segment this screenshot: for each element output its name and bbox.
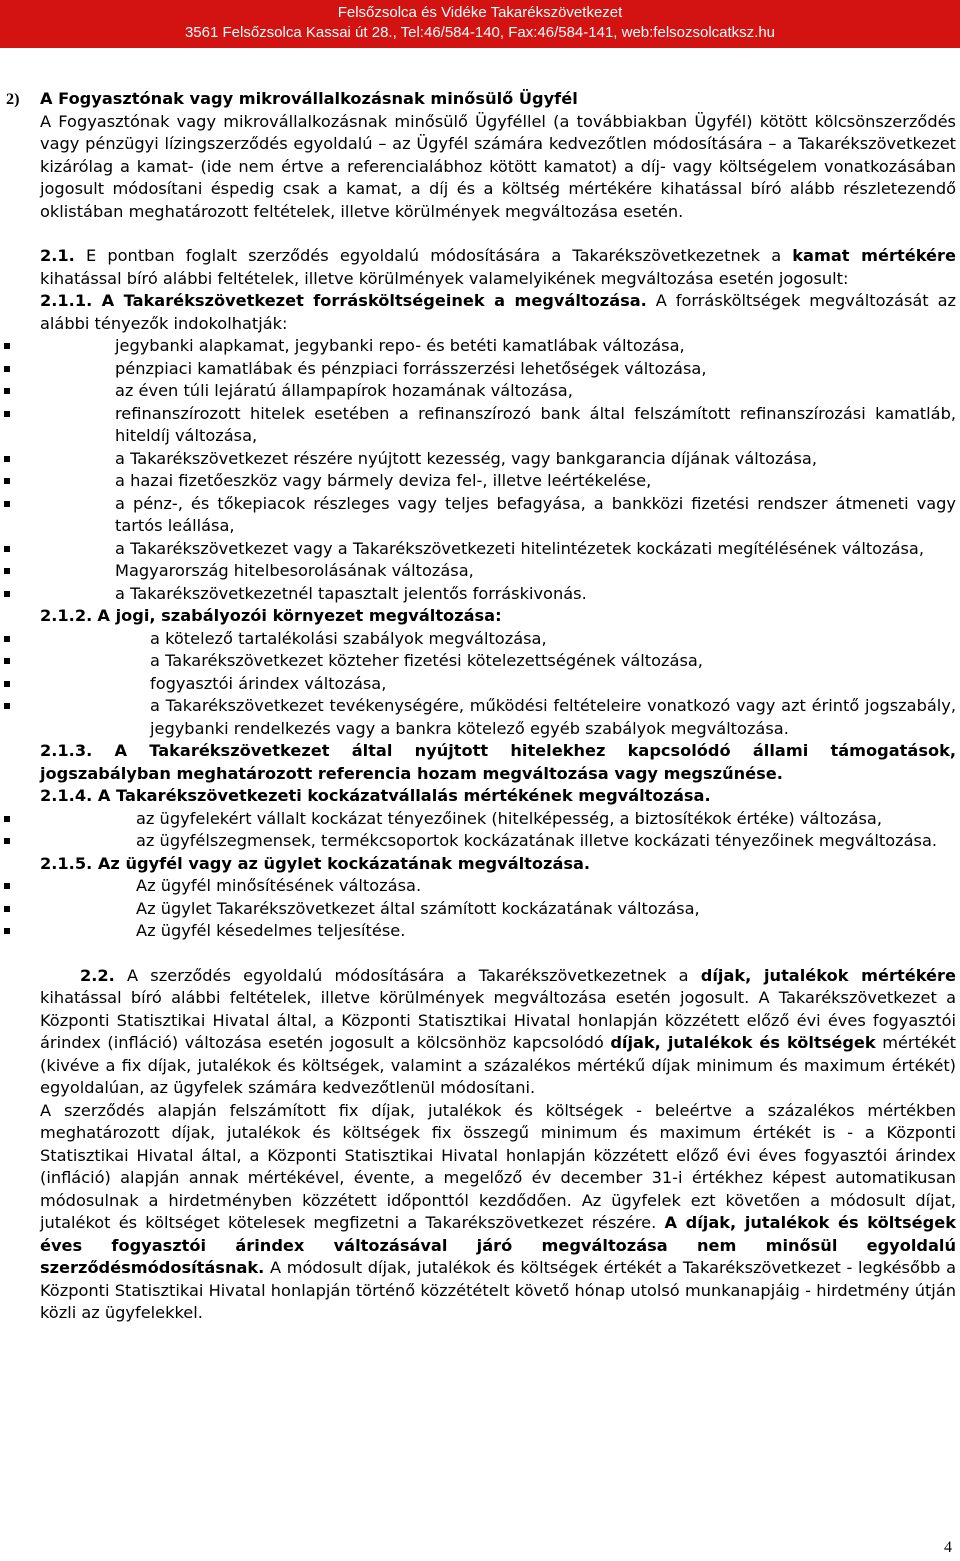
list-item: a Takarékszövetkezet közteher fizetési kötelezettségének változása,	[40, 650, 956, 673]
section-2-1-paragraph: 2.1. E pontban foglalt szerződés egyoldalú módosítására a Takarékszövetkezetnek a kamat mértékére kihatással bíró alábbi feltételek, illetve körülmények valamelyikének megváltozása esetén jogosult:	[40, 246, 956, 288]
list-item: a Takarékszövetkezet vagy a Takarékszövetkezeti hitelintézetek kockázati megítélésének változása,	[40, 538, 956, 561]
bullet-icon	[4, 928, 10, 934]
section-2-1-2-heading: 2.1.2. A jogi, szabályozói környezet megváltozása:	[40, 606, 502, 625]
document-body	[6, 88, 956, 1325]
list-item: a pénz-, és tőkepiacok részleges vagy teljes befagyása, a bankközi fizetési rendszer átmeneti vagy tartós leállása,	[40, 493, 956, 538]
section-2-1-4-heading: 2.1.4. A Takarékszövetkezeti kockázatvállalás mértékének megváltozása.	[40, 786, 711, 805]
ugyfel-list	[6, 875, 956, 943]
section-2-intro: A Fogyasztónak vagy mikrovállalkozásnak minősülő Ügyféllel (a továbbiakban Ügyfél) kötött kölcsönszerződés vagy pénzügyi lízingszerződés egyoldalú – az Ügyfél számára kedvezőtlen módosítására – a Takarékszövetkezet kizárólag a kamat- (ide nem értve a referencialábhoz kötött kamatot) a díj- vagy költségelem vonatkozásában jogosult módosítani éspedig csak a kamat, a díj és a költség mértékére kihatással bíró alább részletezendő oklistában meghatározott feltételek, illetve körülmények megváltozása esetén.	[40, 111, 956, 221]
kockazat-list	[6, 808, 956, 853]
list-item: Az ügyfél minősítésének változása.	[40, 875, 956, 898]
header-contact-line: 3561 Felsőzsolca Kassai út 28., Tel:46/584-140, Fax:46/584-141, web:felsozsolcatksz.hu	[184, 24, 776, 41]
list-item: Az ügylet Takarékszövetkezet által számított kockázatának változása,	[40, 898, 956, 921]
list-item: Magyarország hitelbesorolásának változása,	[40, 560, 956, 583]
list-item: refinanszírozott hitelek esetében a refinanszírozó bank által felszámított refinanszírozási kamatláb, hiteldíj változása,	[40, 403, 956, 448]
bullet-icon	[4, 456, 10, 462]
bullet-icon	[4, 478, 10, 484]
list-item: a Takarékszövetkezet részére nyújtott kezesség, vagy bankgarancia díjának változása,	[40, 448, 956, 471]
bullet-icon	[4, 703, 10, 709]
bullet-icon	[4, 366, 10, 372]
page-header	[0, 0, 960, 48]
header-company-name: Felsőzsolca és Vidéke Takarékszövetkezet	[337, 4, 623, 21]
bullet-icon	[4, 883, 10, 889]
bullet-icon	[4, 906, 10, 912]
bullet-icon	[4, 816, 10, 822]
section-2-2-paragraph: 2.2. A szerződés egyoldalú módosítására a Takarékszövetkezetnek a díjak, jutalékok mértékére kihatással bíró alábbi feltételek, illetve körülmények megváltozása esetén jogosult. A Takarékszövetkezet a Központi Statisztikai Hivatal által, a Központi Statisztikai Hivatal honlapján közzétett előző évi éves fogyasztói árindex (infláció) változása esetén jogosult a kölcsönhöz kapcsolódó díjak, jutalékok és költségek mértékét (kivéve a fix díjak, jutalékok és költségek, valamint a százalékos mértékű díjak minimum és maximum értékét) egyoldalúan, az ügyfelek számára kedvezőtlenül módosítani.	[40, 965, 956, 1097]
bullet-icon	[4, 838, 10, 844]
bullet-icon	[4, 591, 10, 597]
list-item: Az ügyfél késedelmes teljesítése.	[40, 920, 956, 943]
section-2-1-3-heading: 2.1.3. A Takarékszövetkezet által nyújtott hitelekhez kapcsolódó állami támogatások, jogszabályban meghatározott referencia hozam megváltozása vagy megszűnése.	[40, 741, 956, 783]
list-item: pénzpiaci kamatlábak és pénzpiaci forrásszerzési lehetőségek változása,	[40, 358, 956, 381]
bullet-icon	[4, 388, 10, 394]
jogi-list	[6, 628, 956, 741]
list-item: jegybanki alapkamat, jegybanki repo- és betéti kamatlábak változása,	[40, 335, 956, 358]
bullet-icon	[4, 501, 10, 507]
section-2-2-second-paragraph: A szerződés alapján felszámított fix díjak, jutalékok és költségek - beleértve a százalékos mértékben meghatározott díjak, jutalékok és költségek fix összegű minimum és maximum értékét is - a Központi Statisztikai Hivatal által, a Központi Statisztikai Hivatal honlapján közzétett előző évi éves fogyasztói árindex (infláció) alapján annak mértékével, évente, a megelőző év december 31-i értékhez képest automatikusan módosulnak a hirdetményben közzétett időponttól kezdődően. Az ügyfelek ezt követően a módosult díjat, jutalékot és költséget kötelesek megfizetni a Takarékszövetkezet részére. A díjak, jutalékok és költségek éves fogyasztói árindex változásával járó megváltozása nem minősül egyoldalú szerződésmódosításnak. A módosult díjak, jutalékok és költségek értékét a Takarékszövetkezet - legkésőbb a Központi Statisztikai Hivatal honlapján történő közzétételt követő hónap utolsó munkanapjáig - hirdetmény útján közli az ügyfelekkel.	[40, 1100, 956, 1322]
bullet-icon	[4, 658, 10, 664]
list-item: az éven túli lejáratú állampapírok hozamának változása,	[40, 380, 956, 403]
section-2-1-1-paragraph: 2.1.1. A Takarékszövetkezet forrásköltségeinek a megváltozása. A forrásköltségek megváltozását az alábbi tényezők indokolhatják:	[40, 291, 956, 333]
list-item: az ügyfelekért vállalt kockázat tényezőinek (hitelképesség, a biztosítékok értéke) változása,	[40, 808, 956, 831]
list-item: a Takarékszövetkezetnél tapasztalt jelentős forráskivonás.	[40, 583, 956, 606]
page-number: 4	[944, 1539, 952, 1556]
list-item: a hazai fizetőeszköz vagy bármely deviza fel-, illetve leértékelése,	[40, 470, 956, 493]
bullet-icon	[4, 343, 10, 349]
bullet-icon	[4, 568, 10, 574]
bullet-icon	[4, 681, 10, 687]
bullet-icon	[4, 411, 10, 417]
bullet-icon	[4, 546, 10, 552]
list-item: az ügyfélszegmensek, termékcsoportok kockázatának illetve kockázati tényezőinek megváltozása.	[40, 830, 956, 853]
list-item: a Takarékszövetkezet tevékenységére, működési feltételeire vonatkozó vagy azt érintő jogszabály, jegybanki rendelkezés vagy a bankra kötelező egyéb szabályok megváltozása.	[40, 695, 956, 740]
section-2-heading: 2) A Fogyasztónak vagy mikrovállalkozásnak minősülő Ügyfél	[6, 89, 578, 108]
list-item: fogyasztói árindex változása,	[40, 673, 956, 696]
bullet-icon	[4, 636, 10, 642]
section-2-1-5-heading: 2.1.5. Az ügyfél vagy az ügylet kockázatának megváltozása.	[40, 853, 591, 873]
list-item: a kötelező tartalékolási szabályok megváltozása,	[40, 628, 956, 651]
forrasktg-list	[6, 335, 956, 605]
